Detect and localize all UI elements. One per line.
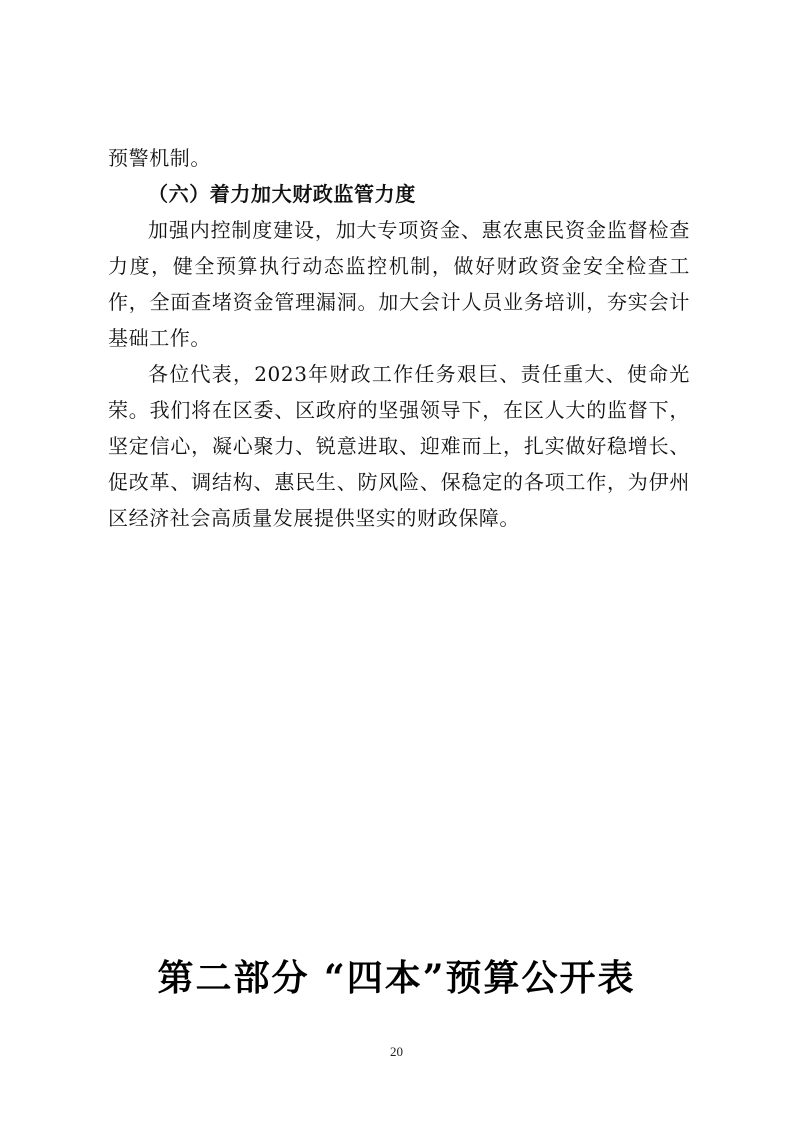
part-title: 第二部分 “四本”预算公开表 — [157, 957, 636, 999]
continuation-paragraph: 预警机制。 — [108, 146, 211, 170]
paragraph-closing: 各位代表，2023年财政工作任务艰巨、责任重大、使命光荣。我们将在区委、区政府的坚强领导下，在区人大的监督下，坚定信心，凝心聚力、锐意进取、迎难而上，扎实做好稳增长、促改革、调结构、惠民生、防风险、保稳定的各项工作，为伊州区经济社会高质量发展提供坚实的财政保障。 — [108, 362, 690, 530]
section-heading: （六）着力加大财政监管力度 — [148, 182, 416, 206]
body-text — [108, 140, 690, 536]
page-number: 20 — [390, 1044, 403, 1059]
paragraph-supervision: 加强内控制度建设，加大专项资金、惠农惠民资金监督检查力度，健全预算执行动态监控机制，做好财政资金安全检查工作，全面查堵资金管理漏洞。加大会计人员业务培训，夯实会计基础工作。 — [108, 218, 690, 350]
